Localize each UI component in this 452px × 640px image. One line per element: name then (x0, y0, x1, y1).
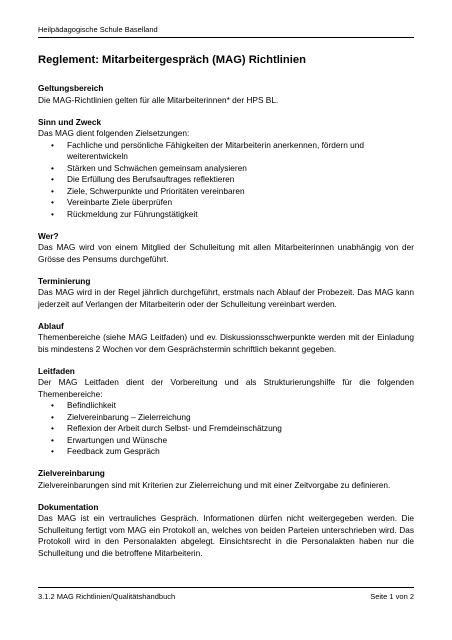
section-heading: Dokumentation (38, 501, 99, 512)
list-item-text: Feedback zum Gespräch (67, 446, 160, 456)
bullet-icon: • (51, 174, 54, 184)
section-heading: Zielvereinbarung (38, 468, 105, 478)
bullet-icon: • (51, 400, 54, 410)
section-heading: Ablauf (38, 320, 64, 331)
section-intro: Das MAG dient folgenden Zielsetzungen: (38, 128, 190, 138)
section-text: Zielvereinbarungen sind mit Kriterien zur Zielerreichung und mit einer Zeitvorgabe zu definieren. (38, 479, 391, 490)
bullet-icon: • (51, 197, 54, 207)
section-terminierung (38, 276, 414, 311)
page-footer (38, 592, 414, 602)
header-rule (38, 37, 414, 38)
list-item-text: Die Erfüllung des Berufsauftrages reflektieren (67, 174, 235, 184)
list-item-text: Befindlichkeit (67, 400, 116, 410)
list-item (38, 412, 414, 424)
list-item (38, 435, 414, 447)
bullet-icon: • (51, 411, 54, 422)
footer-rule (38, 587, 414, 588)
section-zielvereinbarung (38, 468, 414, 491)
section-heading: Leitfaden (38, 365, 75, 376)
bullet-icon: • (51, 423, 54, 433)
list-item-text: Reflexion der Arbeit durch Selbst- und Fremdeinschätzung (67, 423, 282, 433)
list-item (38, 400, 414, 412)
bullet-icon: • (51, 208, 54, 219)
section-text: Das MAG wird von einem Mitglied der Schulleitung mit allen Mitarbeiterinnen unabhängig von der Grösse des Pensums durchgeführt. (38, 242, 414, 264)
bullet-list (38, 140, 414, 221)
section-text: Das MAG ist ein vertrauliches Gespräch. Informationen dürfen nicht weitergegeben werden. Die Schulleitung fertigt vom MAG ein Protokoll an, welches von beiden Parteien unterschrieben wird. Das Protokoll wird in den Personalakten abgelegt. Einsichtsrecht in die Personalakten haben nur die Schulleitung und die betroffene Mitarbeiterin. (38, 513, 414, 558)
list-item (38, 209, 414, 221)
list-item (38, 174, 414, 186)
section-intro: Der MAG Leitfaden dient der Vorbereitung und als Strukturierungshilfe für die folgenden Themenbereiche: (38, 377, 414, 399)
section-leitfaden (38, 366, 414, 458)
section-wer (38, 231, 414, 266)
section-dokumentation (38, 502, 414, 560)
bullet-icon: • (51, 185, 54, 196)
section-text: Die MAG-Richtlinien gelten für alle Mitarbeiterinnen* der HPS BL. (38, 94, 279, 105)
list-item (38, 197, 414, 209)
list-item (38, 140, 414, 163)
list-item-text: Fachliche und persönliche Fähigkeiten der Mitarbeiterin anerkennen, fördern und weiterentwickeln (67, 139, 365, 161)
list-item (38, 163, 414, 175)
bullet-icon: • (51, 434, 54, 445)
list-item (38, 186, 414, 198)
list-item (38, 446, 414, 458)
section-sinn-und-zweck (38, 117, 414, 221)
footer-document-reference: 3.1.2 MAG Richtlinien/Qualitätshandbuch (38, 592, 176, 601)
bullet-icon: • (51, 446, 54, 456)
section-geltungsbereich (38, 83, 414, 106)
list-item-text: Stärken und Schwächen gemeinsam analysieren (67, 162, 247, 173)
section-heading: Geltungsbereich (38, 83, 104, 93)
document-body (38, 83, 414, 570)
page-number: Seite 1 von 2 (370, 592, 414, 601)
page-header: Heilpädagogische Schule Baselland (38, 25, 158, 34)
list-item-text: Vereinbarte Ziele überprüfen (67, 197, 173, 207)
bullet-icon: • (51, 139, 54, 150)
bullet-list (38, 400, 414, 458)
list-item-text: Rückmeldung zur Führungstätigkeit (67, 208, 198, 219)
list-item (38, 423, 414, 435)
list-item-text: Zielvereinbarung – Zielerreichung (67, 411, 191, 422)
bullet-icon: • (51, 162, 54, 173)
section-heading: Sinn und Zweck (38, 116, 102, 127)
section-text: Themenbereiche (siehe MAG Leitfaden) und ev. Diskussionsschwerpunkte werden mit der Einladung bis mindestens 2 Wochen vor dem Gesprächstermin schriftlich bekannt gegeben. (38, 332, 414, 354)
section-heading: Terminierung (38, 275, 91, 286)
section-text: Das MAG wird in der Regel jährlich durchgeführt, erstmals nach Ablauf der Probezeit. Das MAG kann jederzeit auf Verlangen der Mitarbeiterin oder der Schulleitung vereinbart werden. (38, 287, 414, 309)
list-item-text: Erwartungen und Wünsche (67, 434, 168, 445)
section-heading: Wer? (38, 230, 59, 241)
document-title: Reglement: Mitarbeitergespräch (MAG) Richtlinien (38, 54, 306, 66)
section-ablauf (38, 321, 414, 356)
list-item-text: Ziele, Schwerpunkte und Prioritäten vereinbaren (67, 185, 245, 196)
